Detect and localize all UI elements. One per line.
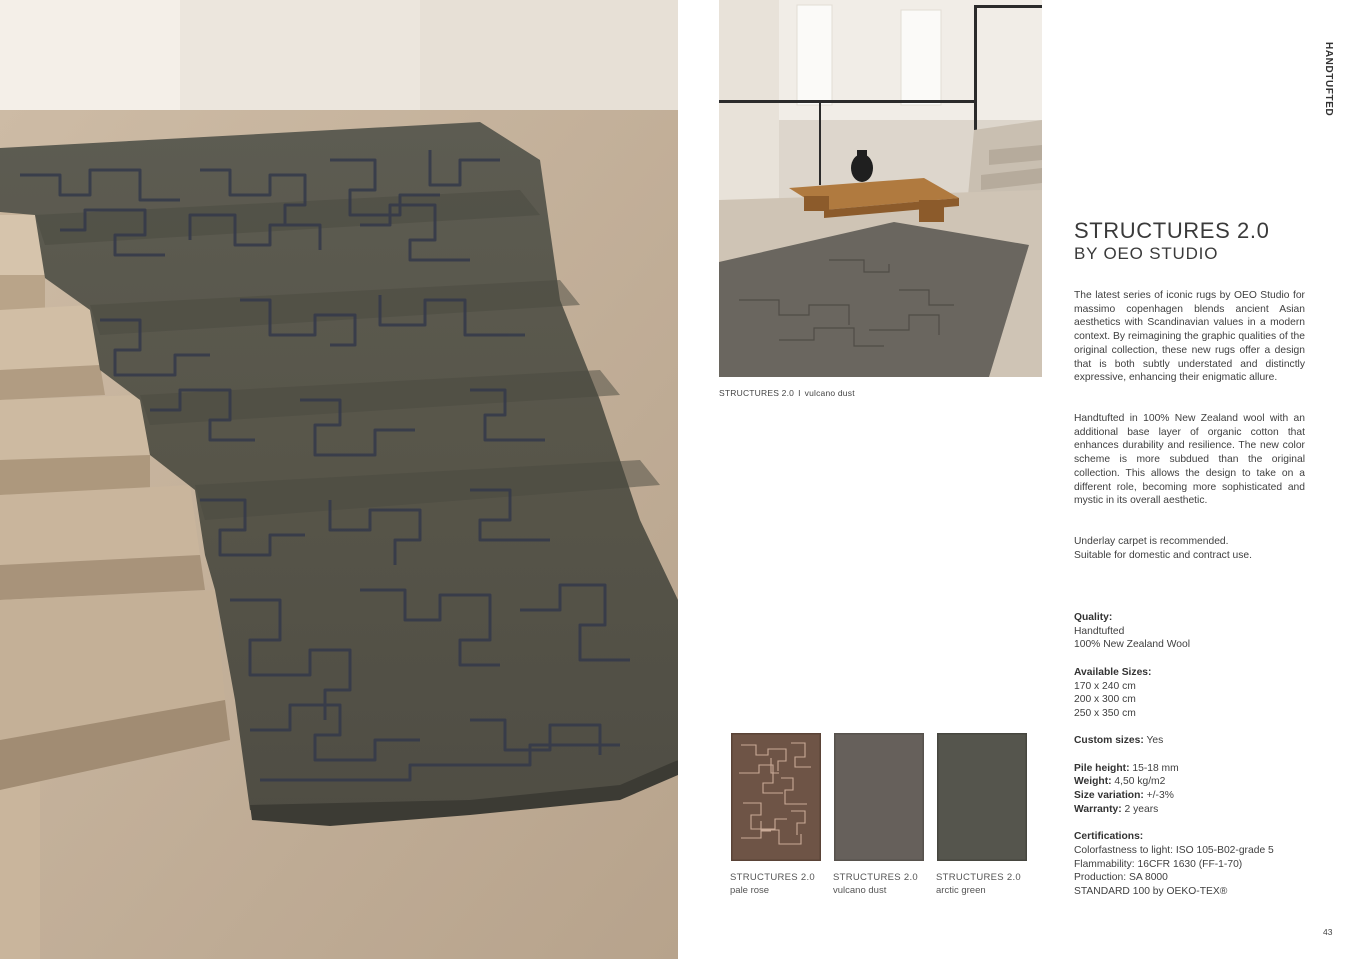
certifications-label: Certifications: — [1074, 831, 1144, 843]
quality-line: 100% New Zealand Wool — [1074, 639, 1191, 651]
product-subtitle: BY OEO STUDIO — [1074, 244, 1219, 263]
size-option: 170 x 240 cm — [1074, 680, 1136, 692]
certification-item: Flammability: 16CFR 1630 (FF-1-70) — [1074, 858, 1243, 870]
pile-height-value: 15-18 mm — [1129, 762, 1179, 774]
quality-label: Quality: — [1074, 612, 1113, 623]
product-title: STRUCTURES 2.0 — [1074, 218, 1270, 243]
swatch-name: STRUCTURES 2.0 — [730, 872, 815, 883]
custom-sizes-label: Custom sizes: — [1074, 735, 1144, 747]
size-option: 200 x 300 cm — [1074, 694, 1136, 706]
weight — [1074, 775, 1334, 789]
warranty — [1074, 803, 1334, 817]
swatch-arctic-green — [937, 733, 1027, 861]
usage-note: Suitable for domestic and contract use. — [1074, 549, 1253, 561]
room-photo-caption — [719, 388, 855, 398]
custom-sizes — [1074, 734, 1334, 748]
description-paragraph-1: The latest series of iconic rugs by OEO Studio for massimo copenhagen blends ancient Asian aesthetics with Scandinavian values in a modern context. By reimagining the graphic qualities of the original collection, these new rugs offer a design that is both subtly understated and distinctly expressive, enhancing their enigmatic allure. — [1074, 290, 1305, 384]
swatch-color: vulcano dust — [833, 884, 887, 896]
sizes-label: Available Sizes: — [1074, 666, 1152, 678]
description-paragraph-3 — [1074, 535, 1305, 562]
section-tab — [1322, 42, 1334, 122]
warranty-value: 2 years — [1121, 803, 1159, 815]
description-paragraph-2: Handtufted in 100% New Zealand wool with an additional base layer of organic cotton that enhances durability and resilience. The new color scheme is more subdued than the original collection. This allows the design to take on a different role, becoming more sophisticated and mystic in its overall aesthetic. — [1074, 413, 1305, 507]
certification-item: Production: SA 8000 — [1074, 872, 1168, 884]
section-tab-label: HANDTUFTED — [1323, 42, 1334, 117]
certification-item: STANDARD 100 by OEKO-TEX® — [1074, 886, 1228, 897]
size-option: 250 x 350 cm — [1074, 707, 1136, 719]
pile-height-label: Pile height: — [1074, 762, 1130, 774]
underlay-note: Underlay carpet is recommended. — [1074, 536, 1229, 547]
warranty-label: Warranty: — [1074, 803, 1122, 815]
swatch-vulcano-dust — [834, 733, 924, 861]
swatch-caption — [936, 872, 1021, 897]
specifications — [1074, 611, 1334, 899]
room-caption-separator: I — [798, 388, 801, 398]
size-variation-value: +/-3% — [1143, 790, 1174, 802]
swatch-color: arctic green — [936, 884, 986, 896]
size-variation — [1074, 789, 1334, 803]
room-caption-name: STRUCTURES 2.0 — [719, 388, 795, 398]
swatch-name: STRUCTURES 2.0 — [833, 872, 918, 883]
room-interior-photo — [719, 0, 1042, 377]
swatch-pale-rose — [731, 733, 821, 861]
weight-value: 4,50 kg/m2 — [1111, 776, 1166, 788]
quality-line: Handtufted — [1074, 625, 1125, 637]
size-variation-label: Size variation: — [1074, 790, 1144, 802]
page-number: 43 — [1323, 927, 1333, 937]
certification-item: Colorfastness to light: ISO 105-B02-grade 5 — [1074, 844, 1274, 856]
swatch-caption — [730, 872, 815, 897]
weight-label: Weight: — [1074, 776, 1112, 788]
pile-height — [1074, 762, 1334, 776]
room-caption-color: vulcano dust — [804, 388, 855, 398]
swatch-caption — [833, 872, 918, 897]
custom-sizes-value: Yes — [1143, 735, 1164, 747]
swatch-name: STRUCTURES 2.0 — [936, 872, 1021, 883]
swatch-color: pale rose — [730, 884, 770, 896]
